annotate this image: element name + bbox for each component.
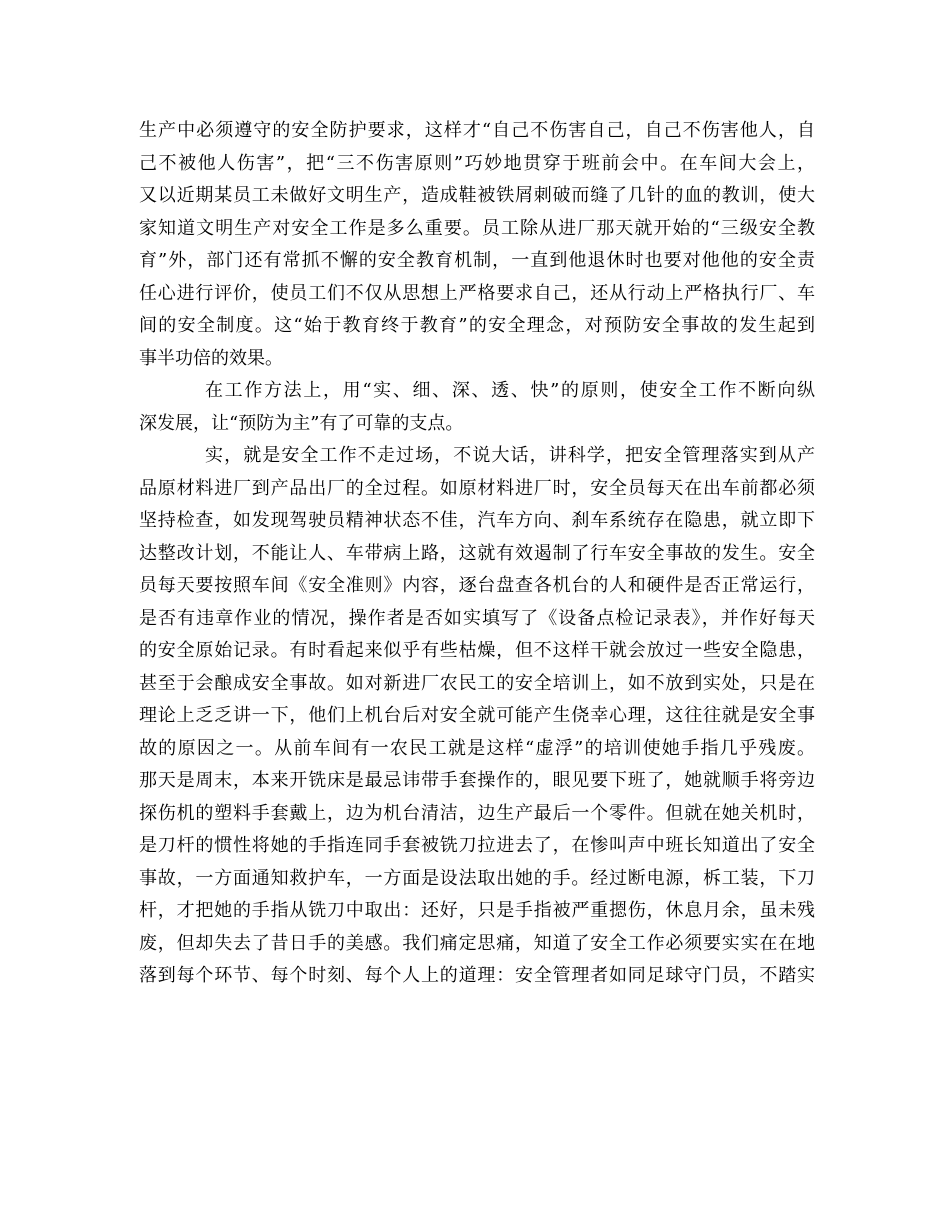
text-line: 在工作方法上，用“实、细、深、透、快”的原则，使安全工作不断向纵 (205, 380, 815, 401)
text-line: 品原材料进厂到产品出厂的全过程。如原材料进厂时，安全员每天在出车前都必须 (139, 477, 815, 499)
text-line: 那天是周末，本来开铣床是最忌讳带手套操作的，眼见要下班了，她就顺手将旁边 (139, 770, 815, 791)
text-line: 实，就是安全工作不走过场，不说大话，讲科学，把安全管理落实到从产 (205, 445, 815, 466)
paragraph-3 (139, 440, 815, 993)
text-line: 落到每个环节、每个时刻、每个人上的道理：安全管理者如同足球守门员，不踏实 (139, 965, 815, 986)
text-line: 废，但却失去了昔日手的美感。我们痛定思痛，知道了安全工作必须要实实在在地 (139, 932, 815, 954)
text-line: 是刀杆的惯性将她的手指连同手套被铣刀拉进去了，在惨叫声中班长知道出了安全 (139, 835, 815, 856)
text-line: 坚持检查，如发现驾驶员精神状态不佳，汽车方向、刹车系统存在隐患，就立即下 (139, 510, 815, 531)
text-line: 事半功倍的效果。 (139, 347, 283, 369)
text-line: 任心进行评价，使员工们不仅从思想上严格要求自己，还从行动上严格执行厂、车 (139, 282, 815, 304)
text-line: 又以近期某员工未做好文明生产，造成鞋被铁屑刺破而缝了几针的血的教训，使大 (139, 185, 815, 206)
body-text (139, 115, 815, 993)
text-line: 深发展，让“预防为主”有了可靠的支点。 (139, 412, 464, 434)
text-line: 理论上乏乏讲一下，他们上机台后对安全就可能产生侥幸心理，这往往就是安全事 (139, 705, 815, 726)
text-line: 育”外，部门还有常抓不懈的安全教育机制，一直到他退休时也要对他他的安全责 (139, 250, 815, 271)
text-line: 故的原因之一。从前车间有一农民工就是这样“虚浮”的培训使她手指几乎残废。 (139, 737, 815, 759)
paragraph-2 (139, 375, 815, 440)
text-line: 是否有违章作业的情况，操作者是否如实填写了《设备点检记录表》，并作好每天 (139, 607, 815, 629)
text-line: 间的安全制度。这“始于教育终于教育”的安全理念，对预防安全事故的发生起到 (139, 315, 815, 336)
text-line: 杆，才把她的手指从铣刀中取出：还好，只是手指被严重摁伤，休息月余，虽未残 (139, 900, 815, 921)
text-line: 己不被他人伤害”，把“三不伤害原则”巧妙地贯穿于班前会中。在车间大会上， (139, 152, 815, 174)
paragraph-1 (139, 115, 815, 375)
text-line: 达整改计划，不能让人、车带病上路，这就有效遏制了行车安全事故的发生。安全 (139, 542, 815, 564)
text-line: 甚至于会酿成安全事故。如对新进厂农民工的安全培训上，如不放到实处，只是在 (139, 672, 815, 694)
text-line: 事故，一方面通知救护车，一方面是设法取出她的手。经过断电源，柝工装，下刀 (139, 867, 815, 889)
text-line: 探伤机的塑料手套戴上，边为机台清洁，边生产最后一个零件。但就在她关机时， (139, 802, 815, 824)
text-line: 的安全原始记录。有时看起来似乎有些枯燥，但不这样干就会放过一些安全隐患， (139, 640, 815, 661)
text-line: 员每天要按照车间《安全准则》内容，逐台盘查各机台的人和硬件是否正常运行， (139, 575, 815, 596)
text-line: 生产中必须遵守的安全防护要求，这样才“自己不伤害自己，自己不伤害他人，自 (139, 120, 815, 141)
text-line: 家知道文明生产对安全工作是多么重要。员工除从进厂那天就开始的“三级安全教 (139, 217, 815, 239)
